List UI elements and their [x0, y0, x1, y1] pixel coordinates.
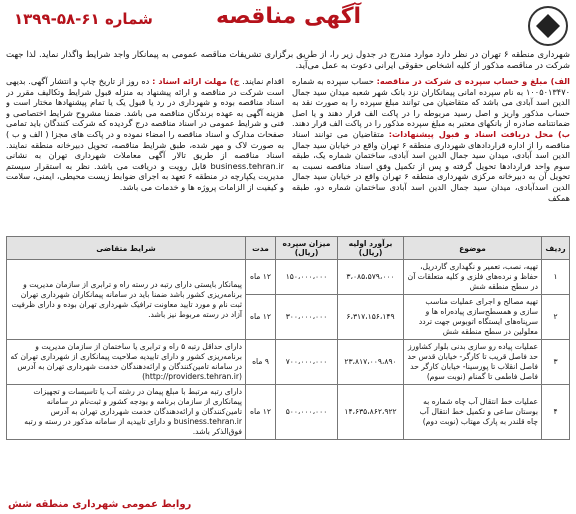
intro-paragraph: شهرداری منطقه ۶ تهران در نظر دارد موارد مندرج در جدول زیر را، از طریق برگزاری تشریفات مناقصه عمومی به پیمانکار واجد شرایط واگذار نماید. لذا جهت شرکت در مناقصه مذکور از کلیه اشخاص حقوقی ایرانی دعوت به عمل می‌آید. — [6, 50, 570, 71]
section-be-text: متقاضیان می توانند اسناد مناقصه را از اداره قراردادهای شهرداری منطقه ۶ تهران واقع در خیابان سید جمال الدین اسد آبادی، میدان سید جمال الدین اسد آبادی، ساختمان شماره یک، طبقه سوم واحد قراردادها تحویل گرفته و پس از تکمیل وفق اسناد مناقصه نسبت به تحویل آن به دبیرخانه مرکزی شهرداری منطقه ۶ تهران واقع در خیابان سید جمال الدین اسدآبادی، میدان سید جمال الدین اسد آبادی ساختمان شماره دو، طبقه همکف — [292, 128, 570, 203]
tender-table — [6, 236, 570, 440]
section-be-title: ب) محل دریافت اسناد و قبول پیشنهادات: — [388, 128, 570, 139]
row-subject: تهیه، نصب، تعمیر و نگهداری گاردریل، حفاظ و نرده‌های فلزی و کلیه متعلقات آن در سطح منطقه شش — [404, 260, 542, 295]
action-text: اقدام نمایند. — [242, 76, 284, 86]
municipality-logo-icon — [528, 6, 568, 46]
row-no: ۱ — [542, 260, 570, 295]
row-deposit: ۵۰۰،۰۰۰،۰۰۰ — [276, 385, 338, 440]
table-header-row — [7, 237, 570, 260]
section-je-title: ج) مهلت ارائه اسناد : — [152, 76, 240, 86]
row-no: ۴ — [542, 385, 570, 440]
row-deposit: ۳۰۰،۰۰۰،۰۰۰ — [276, 295, 338, 340]
notice-header — [6, 4, 570, 50]
row-no: ۲ — [542, 295, 570, 340]
table-row — [7, 260, 570, 295]
row-no: ۳ — [542, 340, 570, 385]
row-estimate: ۱۴،۶۳۵،۸۶۲،۹۲۲ — [338, 385, 404, 440]
section-je-text: ده روز از تاریخ چاپ و انتشار آگهی. بدیهی است شرکت در مناقصه و ارائه پیشنهاد به منزله قبول شرایط وتکالیف مقرر در اسناد مناقصه بوده و شهرداری در رد یا قبول یک یا تمام پیشنهادها مختار است و هزینه آگهی به عهده برندگان مناقصه می باشد. ضمنا مشروح شرایط اختصاصی و فنی و شرایط عمومی در اسناد مناقصه درج گردیده که شرکت کنندگان باید تمامی صفحات مدارک و اسناد مناقصه را امضاء نموده و در پاکت های مجزا ( الف و ب ) به صورت لاک و مهر شده، طبق شرایط مناقصه، تحویل دبیرخانه منطقه نمایند. اسناد مناقصه از طریق تالار آگهی معاملات شهرداری تهران به نشانی business.tehran.ir قابل رویت و دریافت می باشد. نظر به استقرار سیستم مدیریت یکپارچه در منطقه ۶ تعهد به اجرای ضوابط زیست محیطی، ایمنی، سلامت و کیفیت از الزامات پروژه ها و خدمات می باشد. — [6, 76, 284, 192]
row-estimate: ۶،۳۱۷،۱۵۶،۱۴۹ — [338, 295, 404, 340]
row-conditions: پیمانکار بایستی دارای رتبه در رسته راه و ترابری از سازمان مدیریت و برنامه‌ریزی کشور باشد ضمنا باید در سامانه پیمانکاران شهرداری تهران ثبت نام و مورد تایید معاونت ترافیک شهرداری تهران بوده و دارای ظرفیت آزاد در رسته مربوط نیز باشد. — [7, 260, 246, 340]
left-column — [6, 76, 284, 234]
header-deposit: میزان سپرده (ریال) — [276, 237, 338, 260]
notice-number: شماره ۶۱-۵۸-۱۳۹۹ — [14, 10, 153, 28]
header-duration: مدت — [246, 237, 276, 260]
row-subject: عملیات پیاده رو سازی بدنی بلوار کشاورز حد فاصل قریب تا کارگر- خیابان قدس حد فاصل انقلاب تا پورسینا- خیابان کارگر حد فاصل فاطمی تا گمنام (نوبت سوم) — [404, 340, 542, 385]
row-conditions: دارای حداقل رتبه ۵ راه و ترابری یا ساختمان از سازمان مدیریت و برنامه‌ریزی کشور و دارای تاییدیه صلاحیت پیمانکاری از شهرداری تهران که در سامانه تامین‌کنندگان و ارائه‌دهندگان خدمت شهرداری تهران به آدرس (http://providers.tehran.ir) — [7, 340, 246, 385]
row-subject: عملیات خط انتقال آب چاه شماره به بوستان ساعی و تکمیل خط انتقال آب چاه قلندر به پارک مهتاب (نوبت دوم) — [404, 385, 542, 440]
header-row-no: ردیف — [542, 237, 570, 260]
header-conditions: شرایط متقاضی — [7, 237, 246, 260]
section-alef-text: حساب سپرده به شماره ۱۰۰۵۰۱۳۴۷۰ به نام سپرده امانی پیمانکاران نزد بانک شهر شعبه میدان سید جمال الدین اسد آبادی می باشد که متقاضیان می توانند مبلغ سپرده را به صورت نقد به حساب مذکور واریز و اصل رسید مربوطه را در پاکت الف قرار دهند و یا اصل ضمانتنامه صادره از بانکهای معتبر به مبلغ سپرده مذکور را در پاکت الف قرار دهند. — [292, 76, 570, 129]
row-duration: ۹ ماه — [246, 340, 276, 385]
table-row — [7, 340, 570, 385]
section-alef-title: الف) مبلغ و حساب سپرده ی شرکت در مناقصه: — [376, 76, 570, 86]
footer-signature: روابط عمومی شهرداری منطقه شش — [8, 499, 192, 510]
row-duration: ۱۲ ماه — [246, 385, 276, 440]
notice-title: آگهی مناقصه — [216, 4, 362, 29]
row-estimate: ۲۳،۸۱۷،۰۰۹،۸۹۰ — [338, 340, 404, 385]
right-column — [292, 76, 570, 234]
table-row — [7, 385, 570, 440]
row-duration: ۱۲ ماه — [246, 295, 276, 340]
row-duration: ۱۲ ماه — [246, 260, 276, 295]
row-conditions: دارای رتبه مرتبط با مبلغ پیمان در رشته آب یا تاسیسات و تجهیزات پیمانکاری از سازمان برنامه و بودجه کشور و ثبت‌نام در سامانه تامین‌کنندگان و ارائه‌دهندگان خدمت شهرداری تهران به آدرس business.tehran.ir و دارای تاییدیه از سامانه مذکور در رسته و رتبه فوق‌الذکر باشد. — [7, 385, 246, 440]
row-deposit: ۷۰۰،۰۰۰،۰۰۰ — [276, 340, 338, 385]
row-subject: تهیه مصالح و اجرای عملیات مناسب سازی و همسطح‌سازی پیاده‌راه ها و سرپناه‌های ایستگاه اتوبوس جهت تردد معلولین در سطح منطقه شش — [404, 295, 542, 340]
row-estimate: ۳،۰۸۵،۵۷۹،۰۰۰ — [338, 260, 404, 295]
row-deposit: ۱۵۰،۰۰۰،۰۰۰ — [276, 260, 338, 295]
header-estimate: برآورد اولیه (ریال) — [338, 237, 404, 260]
header-subject: موضوع — [404, 237, 542, 260]
